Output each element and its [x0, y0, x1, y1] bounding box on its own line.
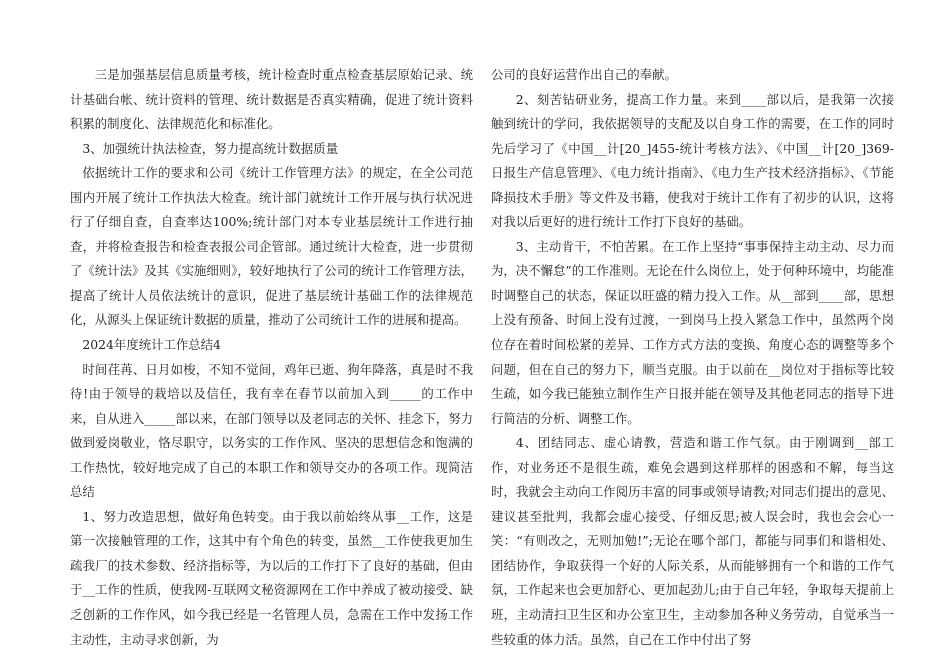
- left-column: [70, 63, 473, 652]
- paragraph: 时间荏苒、日月如梭，不知不觉间，鸡年已逝、狗年降落，真是时不我待!由于领导的栽培以及信任，我有幸在春节以前加入到_____的工作中来，自从进入_____部以来，在部门领导以及老同志的关怀、挂念下，努力做到爱岗敬业，恪尽职守，以务实的工作作风、坚决的思想信念和饱满的工作热忱，较好地完成了自己的本职工作和领导交办的各项工作。现简洁总结: [70, 361, 473, 500]
- paragraph: 1、努力改造思想，做好角色转变。由于我以前始终从事__工作，这是第一次接触管理的工作，这其中有个角色的转变，虽然__工作使我更加生疏我厂的技术参数、经济指标等，为以后的工作打下了良好的基础，但由于__工作的性质，使我网-互联网文秘资源网在工作中养成了被动接受、缺乏创新的工作作风，如今我已经是一名管理人员，急需在工作中发扬工作主动性，主动寻求创新，为: [70, 508, 473, 647]
- paragraph: 4、团结同志、虚心请教，营造和谐工作气氛。由于刚调到__部工作，对业务还不是很生疏，难免会遇到这样那样的困惑和不解，每当这时，我就会主动向工作阅历丰富的同事或领导请教;对同志们提出的意见、建议甚至批判，我都会虚心接受、仔细反思;被人误会时，我也会会心一笑：“有则改之，无则加勉!”;无论在哪个部门，都能与同事们和谐相处、团结协作，争取获得一个好的人际关系，从而能够拥有一个和谐的工作气氛，工作起来也会更加舒心、更加起劲儿;由于自己年轻，争取每天提前上班，主动清扫卫生区和办公室卫生，主动参加各种义务劳动，自觉承当一些较重的体力活。虽然，自己在工作中付出了努: [491, 435, 894, 647]
- section-heading: 3、加强统计执法检查，努力提高统计数据质量: [82, 140, 339, 156]
- paragraph: 2、刻苦钻研业务，提高工作力量。来到____部以后，是我第一次接触到统计的学问，我依据领导的支配及以自身工作的需要，在工作的同时先后学习了《中国__计[20_]455-统计考核方法》、《中国__计[20_]369-日报生产信息管理》、《电力统计指南》、《电力生产技术经济指标》、《节能降损技术手册》等文件及书籍，使我对于统计工作有了初步的认识，这将对我以后更好的进行统计工作打下良好的基础。: [491, 91, 894, 230]
- paragraph: 依据统计工作的要求和公司《统计工作管理方法》的规定，在全公司范围内开展了统计工作执法大检查。统计部门就统计工作开展与执行状况进行了仔细自查，自查率达100%;统计部门对本专业基层统计工作进行抽查，并将检查报告和检查表报公司企管部。通过统计大检查，进一步贯彻了《统计法》及其《实施细则》，较好地执行了公司的统计工作管理方法，提高了统计人员依法统计的意识，促进了基层统计基础工作的法律规范化，从源头上保证统计数据的质量，推动了公司统计工作的进展和提高。: [70, 165, 473, 328]
- right-column: [491, 63, 894, 652]
- paragraph: 公司的良好运营作出自己的奉献。: [491, 67, 677, 82]
- paragraph: 三是加强基层信息质量考核，统计检查时重点检查基层原始记录、统计基础台帐、统计资料的管理、统计数据是否真实精确，促进了统计资料积累的制度化、法律规范化和标准化。: [70, 67, 473, 132]
- document-title: 2024年度统计工作总结4: [82, 337, 221, 353]
- paragraph: 3、主动肯干，不怕苦累。在工作上坚持“事事保持主动主动、尽力而为，决不懈怠”的工作准则。无论在什么岗位上，处于何种环境中，均能准时调整自己的状态，保证以旺盛的精力投入工作。从__部到____部，思想上没有预备、时间上没有过渡，一到岗马上投入紧急工作中，虽然两个岗位存在着时间松紧的差异、工作方式方法的变换、角度心态的调整等多个问题，但在自己的努力下，顺当克服。由于以前在__岗位对于指标等比较生疏，如今我已能独立制作生产日报并能在领导及其他老同志的指导下进行简洁的分析、调整工作。: [491, 238, 894, 426]
